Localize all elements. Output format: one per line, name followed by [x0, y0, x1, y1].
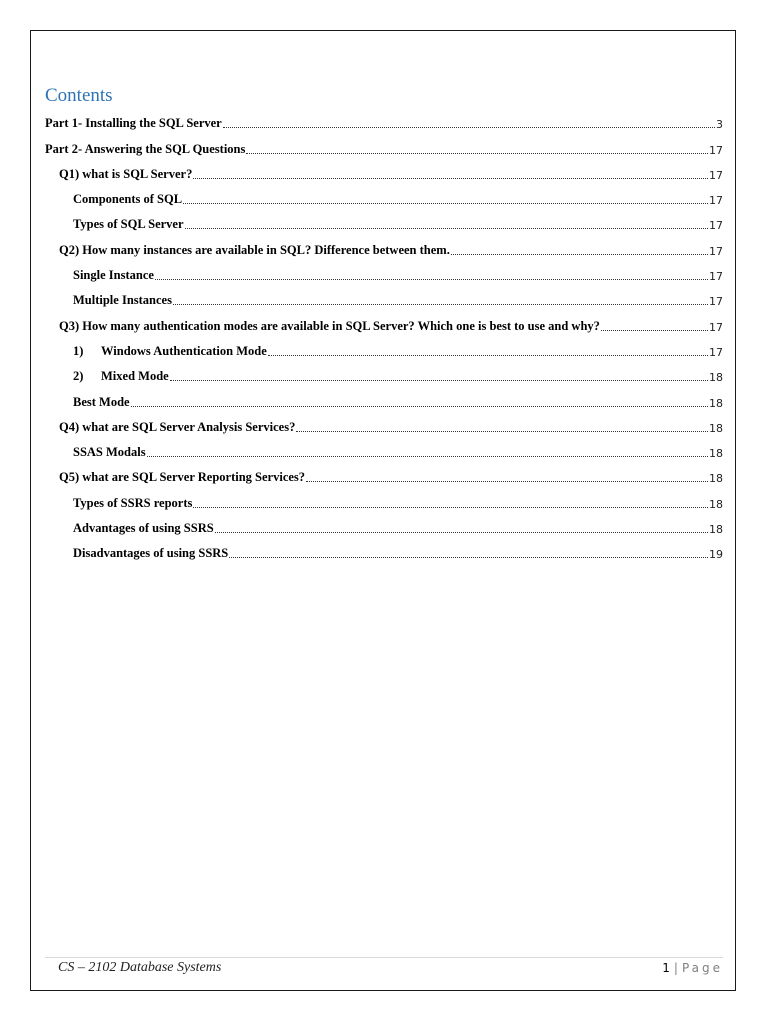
toc-entry-label	[59, 167, 192, 182]
toc-entry-text: Single Instance	[73, 268, 154, 283]
toc-entry-text: Q2) How many instances are available in SQL? Difference between them.	[59, 242, 450, 257]
toc-dot-leader	[296, 430, 708, 432]
toc-entry-page: 18	[709, 497, 723, 511]
toc-dot-leader	[193, 506, 708, 508]
toc-entry[interactable]	[45, 308, 723, 333]
toc-entry-text: Types of SQL Server	[73, 217, 184, 232]
toc-entry-number: 1)	[73, 343, 84, 358]
toc-entry[interactable]	[45, 232, 723, 257]
toc-entry[interactable]	[45, 460, 723, 485]
toc-entry-page: 18	[709, 371, 723, 385]
toc-entry-text: Q3) How many authentication modes are available in SQL Server? Which one is best to use and why?	[59, 318, 600, 333]
toc-entry-text: SSAS Modals	[73, 445, 146, 460]
toc-entry-number: 2)	[73, 369, 84, 384]
toc-entry-label	[73, 395, 130, 410]
toc-entry-text: Multiple Instances	[73, 293, 172, 308]
toc-entry[interactable]	[45, 384, 723, 409]
toc-entry-page: 18	[709, 447, 723, 461]
toc-entry-page: 18	[709, 396, 723, 410]
toc-entry[interactable]	[45, 359, 723, 384]
toc-entry-page: 17	[709, 143, 723, 157]
toc-entry-label	[59, 470, 305, 485]
toc-dot-leader	[193, 177, 708, 179]
toc-entry-text: Types of SSRS reports	[73, 495, 193, 510]
toc-entry[interactable]	[45, 258, 723, 283]
toc-dot-leader	[147, 455, 708, 457]
toc-entry[interactable]	[45, 410, 723, 435]
toc-entry[interactable]	[45, 106, 723, 131]
footer-divider	[45, 957, 723, 958]
toc-entry-page: 17	[709, 219, 723, 233]
toc-entry-text: Q5) what are SQL Server Reporting Services?	[59, 470, 306, 485]
toc-entry-text: Part 1- Installing the SQL Server	[45, 116, 222, 131]
toc-dot-leader	[246, 152, 708, 154]
toc-entry[interactable]	[45, 435, 723, 460]
footer-course-title: CS – 2102 Database Systems	[58, 960, 222, 975]
toc-dot-leader	[155, 278, 708, 280]
toc-entry[interactable]	[45, 131, 723, 156]
toc-entry-page: 17	[709, 168, 723, 182]
toc-dot-leader	[170, 379, 708, 381]
toc-dot-leader	[229, 556, 708, 558]
toc-entry-page: 18	[709, 421, 723, 435]
toc-dot-leader	[306, 480, 708, 482]
toc-entry-label	[73, 445, 146, 460]
toc-dot-leader	[451, 253, 708, 255]
toc-entry-page: 17	[709, 244, 723, 258]
toc-entry-page: 18	[709, 472, 723, 486]
footer-page-indicator	[662, 961, 723, 975]
toc-entry[interactable]	[45, 283, 723, 308]
table-of-contents	[45, 106, 723, 561]
footer-separator: |	[673, 961, 678, 975]
toc-entry-label	[59, 319, 600, 334]
toc-entry-label	[59, 420, 295, 435]
toc-entry[interactable]	[45, 207, 723, 232]
toc-entry-label	[73, 369, 169, 384]
toc-entry-page: 19	[709, 548, 723, 562]
toc-entry-page: 17	[709, 194, 723, 208]
toc-entry-label	[59, 243, 450, 258]
toc-entry-text: Best Mode	[73, 394, 130, 409]
toc-dot-leader	[268, 354, 708, 356]
toc-entry-label	[73, 192, 182, 207]
toc-entry[interactable]	[45, 511, 723, 536]
toc-dot-leader	[131, 405, 708, 407]
toc-entry-page: 3	[716, 118, 723, 132]
toc-entry[interactable]	[45, 334, 723, 359]
toc-dot-leader	[183, 202, 708, 204]
toc-entry-text: Advantages of using SSRS	[73, 521, 214, 536]
toc-entry-text: Part 2- Answering the SQL Questions	[45, 141, 246, 156]
toc-entry[interactable]	[45, 485, 723, 510]
footer-page-number: 1	[662, 961, 670, 975]
toc-entry-page: 17	[709, 270, 723, 284]
toc-entry-label	[73, 521, 214, 536]
toc-entry-label	[73, 293, 172, 308]
toc-entry-text: Q1) what is SQL Server?	[59, 166, 193, 181]
toc-entry[interactable]	[45, 536, 723, 561]
toc-dot-leader	[173, 303, 708, 305]
toc-entry-label	[73, 344, 267, 359]
toc-dot-leader	[601, 329, 708, 331]
toc-entry-label	[45, 142, 245, 157]
toc-entry[interactable]	[45, 157, 723, 182]
toc-entry-label	[45, 116, 222, 131]
toc-entry-text: Components of SQL	[73, 192, 183, 207]
toc-entry-text: Mixed Mode	[101, 369, 169, 384]
toc-entry-page: 17	[709, 320, 723, 334]
toc-entry-page: 17	[709, 295, 723, 309]
toc-entry-page: 17	[709, 345, 723, 359]
toc-dot-leader	[215, 531, 708, 533]
toc-dot-leader	[185, 227, 708, 229]
toc-entry-text: Disadvantages of using SSRS	[73, 546, 229, 561]
toc-entry-label	[73, 546, 228, 561]
toc-entry-text: Q4) what are SQL Server Analysis Services?	[59, 419, 296, 434]
toc-dot-leader	[223, 126, 715, 128]
toc-title: Contents	[45, 85, 113, 106]
toc-entry-label	[73, 496, 192, 511]
toc-entry-label	[73, 268, 154, 283]
toc-entry-text: Windows Authentication Mode	[101, 343, 267, 358]
toc-entry[interactable]	[45, 182, 723, 207]
toc-entry-page: 18	[709, 523, 723, 537]
footer-page-word: Page	[681, 961, 723, 975]
toc-entry-label	[73, 217, 184, 232]
